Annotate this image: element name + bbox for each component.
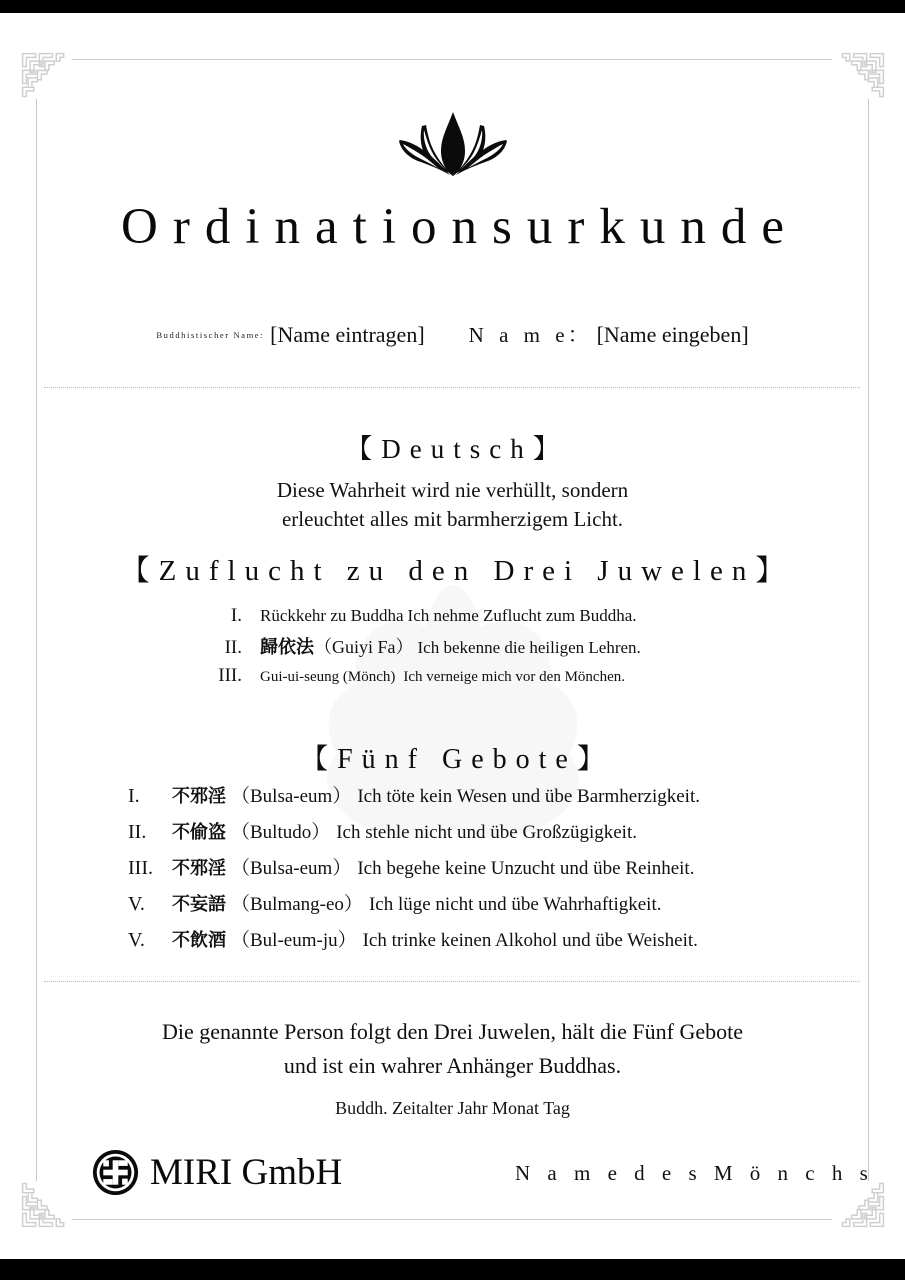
precept-romanization: （Bul-eum-ju） — [231, 930, 357, 951]
precept-romanization: （Bulsa-eum） — [231, 786, 352, 807]
precept-text: Ich begehe keine Unzucht und übe Reinheit. — [357, 858, 695, 879]
precept-item — [0, 781, 905, 808]
section-heading-precepts: 【Fünf Gebote】 — [300, 744, 614, 775]
precept-term: 不飲酒 — [172, 930, 226, 951]
page-title: Ordinationsurkunde — [121, 199, 799, 255]
frame-bottom-rule — [72, 1219, 832, 1220]
lotus-emblem-icon — [388, 108, 518, 180]
monk-name-label: N a m e d e s M ö n c h s — [515, 1161, 874, 1185]
manji-circle-icon — [92, 1149, 139, 1196]
refuge-romanization: （Guiyi Fa） — [314, 637, 414, 657]
precept-item — [0, 817, 905, 844]
refuge-term: 歸依法 — [260, 637, 314, 658]
precept-text: Ich trinke keinen Alkohol und übe Weisheit. — [362, 930, 698, 951]
precept-numeral: III. — [128, 857, 153, 879]
refuge-body — [242, 633, 641, 659]
name-colon: ： — [567, 323, 589, 347]
name-label: N a m e — [468, 323, 570, 347]
refuge-romanization: Gui-ui-seung (Mönch) — [260, 669, 396, 685]
top-bleed-bar — [0, 0, 905, 13]
closing-statement — [0, 1015, 905, 1083]
precept-text: Ich stehle nicht und übe Großzügigkeit. — [336, 822, 637, 843]
precept-romanization: （Bulmang-eo） — [231, 894, 363, 915]
precept-item — [0, 853, 905, 880]
verse-line-2: erleuchtet alles mit barmherzigem Licht. — [281, 507, 624, 531]
divider-lower — [44, 981, 860, 982]
precept-numeral: II. — [128, 821, 147, 843]
precept-text: Ich lüge nicht und übe Wahrhaftigkeit. — [368, 894, 662, 915]
certificate-sheet — [0, 13, 905, 1259]
name-row — [0, 319, 905, 349]
verse-line-1: Diese Wahrheit wird nie verhüllt, sondern — [276, 478, 629, 502]
precept-item — [0, 889, 905, 916]
refuge-numeral: II. — [224, 637, 242, 658]
refuge-list — [0, 605, 905, 693]
section-heading-refuge: 【Zuflucht zu den Drei Juwelen】 — [120, 555, 794, 587]
refuge-body — [242, 668, 625, 686]
refuge-romanization: Rückkehr zu Buddha — [260, 606, 404, 625]
buddhist-name-field[interactable]: [Name eintragen] — [270, 322, 425, 347]
refuge-text: Ich verneige mich vor den Mönchen. — [403, 669, 625, 685]
date-line: Buddh. Zeitalter Jahr Monat Tag — [335, 1098, 570, 1118]
precept-list — [0, 781, 905, 961]
refuge-item — [0, 633, 905, 659]
bottom-bleed-bar — [0, 1259, 905, 1280]
corner-ornament-top-left-icon — [17, 48, 73, 104]
precept-term: 不妄語 — [172, 894, 226, 915]
closing-line-1: Die genannte Person folgt den Drei Juwelen, hält die Fünf Gebote — [161, 1019, 743, 1044]
precept-numeral: V. — [128, 893, 145, 915]
refuge-text: Ich bekenne die heiligen Lehren. — [417, 638, 641, 657]
refuge-numeral: III. — [218, 665, 242, 686]
name-field[interactable]: [Name eingeben] — [596, 322, 749, 347]
precept-numeral: V. — [128, 929, 145, 951]
precept-romanization: （Bulsa-eum） — [231, 858, 352, 879]
precept-text: Ich töte kein Wesen und übe Barmherzigkeit. — [357, 786, 700, 807]
refuge-body — [242, 606, 637, 626]
precept-term: 不邪淫 — [172, 786, 226, 807]
precept-term: 不邪淫 — [172, 858, 226, 879]
refuge-item — [0, 605, 905, 627]
organization-brand — [92, 1149, 342, 1196]
precept-romanization: （Bultudo） — [231, 822, 331, 843]
corner-ornament-top-right-icon — [833, 48, 889, 104]
refuge-text: Ich nehme Zuflucht zum Buddha. — [407, 606, 637, 625]
refuge-item — [0, 665, 905, 687]
divider-upper — [44, 387, 860, 388]
closing-line-2: und ist ein wahrer Anhänger Buddhas. — [283, 1053, 622, 1078]
precept-term: 不偷盗 — [172, 822, 226, 843]
refuge-numeral: I. — [230, 605, 242, 626]
corner-ornament-bottom-left-icon — [17, 1176, 73, 1232]
organization-name: MIRI GmbH — [150, 1152, 343, 1193]
precept-item — [0, 925, 905, 952]
buddhist-name-label: Buddhistischer Name: — [156, 330, 265, 340]
section-heading-language: 【Deutsch】 — [345, 434, 569, 464]
language-verse — [0, 476, 905, 534]
precept-numeral: I. — [128, 785, 140, 807]
frame-top-rule — [72, 59, 832, 60]
